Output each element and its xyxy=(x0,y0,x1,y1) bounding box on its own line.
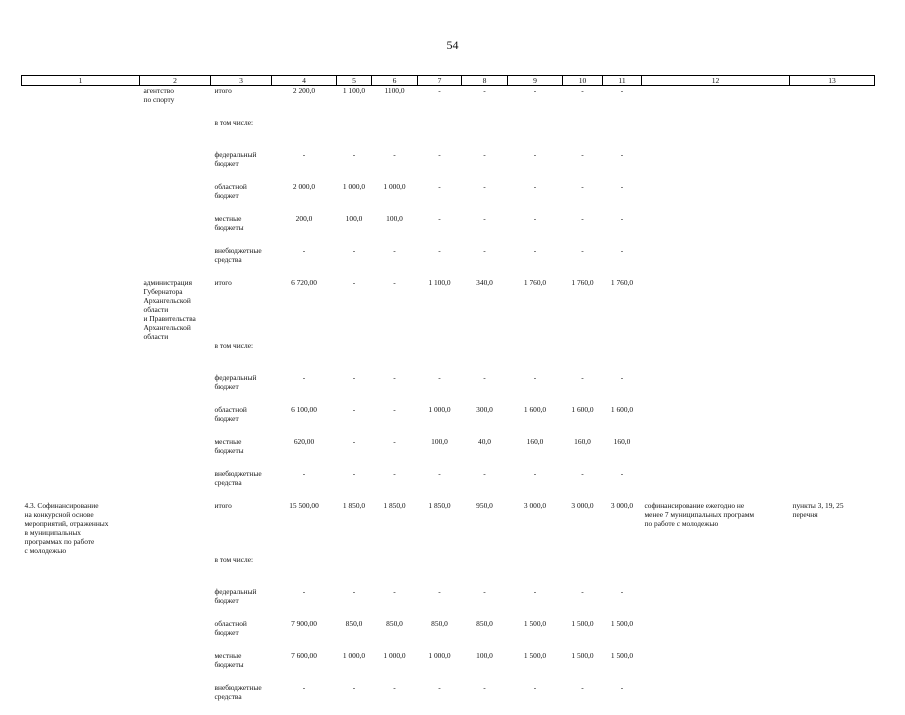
cell-y2014: - xyxy=(352,405,356,414)
cell-event xyxy=(22,619,140,651)
cell-source: внебюджетные средства xyxy=(214,469,262,487)
cell-y2018: 1 600,0 xyxy=(523,405,547,414)
cell-executor xyxy=(140,214,211,246)
cell-source: областной бюджет xyxy=(214,619,247,637)
table-row xyxy=(22,437,875,469)
cell-total xyxy=(272,118,337,150)
cell-total: 620,00 xyxy=(293,437,315,446)
cell-y2018 xyxy=(508,341,563,373)
cell-event xyxy=(22,118,140,150)
cell-source: местные бюджеты xyxy=(214,214,244,232)
cell-event xyxy=(22,683,140,715)
cell-event xyxy=(22,469,140,501)
cell-link: пункты 3, 19, 25 перечня xyxy=(792,501,844,519)
budget-table xyxy=(21,75,875,715)
table-row xyxy=(22,619,875,651)
cell-y2020: 160,0 xyxy=(613,437,631,446)
cell-y2018: 1 500,0 xyxy=(523,651,547,660)
cell-indicator xyxy=(642,405,790,437)
cell-y2018: - xyxy=(533,246,537,255)
cell-indicator xyxy=(642,182,790,214)
cell-y2020 xyxy=(603,341,642,373)
cell-y2019: - xyxy=(581,469,584,478)
cell-y2015: - xyxy=(393,437,396,446)
page-number: 54 xyxy=(446,38,459,52)
cell-y2017 xyxy=(462,118,508,150)
cell-executor xyxy=(140,405,211,437)
table-row xyxy=(22,182,875,214)
cell-y2018: - xyxy=(533,86,537,95)
cell-executor xyxy=(140,587,211,619)
column-header-7: 7 xyxy=(418,76,462,86)
cell-source: итого xyxy=(214,501,232,510)
cell-indicator xyxy=(642,246,790,278)
cell-source: федеральный бюджет xyxy=(214,587,257,605)
cell-y2014: 1 850,0 xyxy=(342,501,366,510)
cell-y2016: - xyxy=(438,373,441,382)
cell-y2019: - xyxy=(581,182,584,191)
table-header-row xyxy=(22,76,875,86)
cell-executor xyxy=(140,555,211,587)
cell-total: 7 600,00 xyxy=(291,651,317,660)
cell-indicator xyxy=(642,118,790,150)
cell-indicator xyxy=(642,555,790,587)
cell-y2020: - xyxy=(620,86,624,95)
cell-indicator xyxy=(642,341,790,373)
cell-y2016: - xyxy=(438,246,441,255)
cell-y2018: 160,0 xyxy=(526,437,544,446)
cell-y2014 xyxy=(337,118,372,150)
cell-y2017: - xyxy=(483,246,486,255)
cell-y2017: 340,0 xyxy=(476,278,493,287)
cell-y2014: 1 100,0 xyxy=(342,86,366,95)
cell-y2020: - xyxy=(620,469,624,478)
cell-source: федеральный бюджет xyxy=(214,150,257,168)
cell-event xyxy=(22,86,140,119)
cell-y2018: - xyxy=(533,150,537,159)
cell-y2015: 1 000,0 xyxy=(383,651,406,660)
cell-y2014: - xyxy=(352,469,356,478)
cell-y2020: - xyxy=(620,150,624,159)
cell-event xyxy=(22,587,140,619)
cell-indicator xyxy=(642,214,790,246)
column-header-1: 1 xyxy=(22,76,140,86)
cell-y2014 xyxy=(337,555,372,587)
cell-y2017: - xyxy=(483,182,486,191)
cell-link xyxy=(790,118,875,150)
cell-total: - xyxy=(302,469,306,478)
cell-y2016: - xyxy=(438,587,441,596)
cell-total: - xyxy=(302,587,306,596)
column-header-11: 11 xyxy=(603,76,642,86)
cell-source: федеральный бюджет xyxy=(214,373,257,391)
cell-y2020: - xyxy=(620,182,624,191)
column-header-2: 2 xyxy=(140,76,211,86)
cell-link xyxy=(790,278,875,341)
cell-y2019: - xyxy=(581,86,584,95)
cell-y2019: 1 500,0 xyxy=(571,619,594,628)
column-header-9: 9 xyxy=(508,76,563,86)
cell-source: местные бюджеты xyxy=(214,651,244,669)
cell-link xyxy=(790,214,875,246)
table-row xyxy=(22,150,875,182)
cell-y2014: - xyxy=(352,246,356,255)
cell-total: 200,0 xyxy=(295,214,313,223)
cell-y2016: 850,0 xyxy=(431,619,448,628)
cell-executor: агентство по спорту xyxy=(143,86,175,104)
cell-event xyxy=(22,555,140,587)
cell-link xyxy=(790,150,875,182)
cell-executor: администрация Губернатора Архангельской области и Правительства Архангельской области xyxy=(143,278,196,341)
cell-executor xyxy=(140,651,211,683)
cell-executor xyxy=(140,469,211,501)
table-row xyxy=(22,341,875,373)
cell-y2016 xyxy=(418,118,462,150)
column-header-5: 5 xyxy=(337,76,372,86)
cell-link xyxy=(790,587,875,619)
cell-event xyxy=(22,150,140,182)
cell-source: местные бюджеты xyxy=(214,437,244,455)
cell-indicator xyxy=(642,150,790,182)
cell-indicator: софинансирование ежегодно не менее 7 муниципальных программ по работе с молодежью xyxy=(644,501,755,528)
cell-y2016: - xyxy=(438,182,441,191)
cell-y2017: - xyxy=(483,683,486,692)
cell-y2014: - xyxy=(352,683,356,692)
cell-indicator xyxy=(642,651,790,683)
cell-source: в том числе: xyxy=(214,118,254,127)
cell-y2020: 1 760,0 xyxy=(610,278,634,287)
cell-event xyxy=(22,182,140,214)
cell-y2020: 1 600,0 xyxy=(610,405,634,414)
cell-y2017: 40,0 xyxy=(478,437,491,446)
column-header-4: 4 xyxy=(272,76,337,86)
cell-y2017: 100,0 xyxy=(476,651,493,660)
cell-event xyxy=(22,405,140,437)
cell-y2015: - xyxy=(393,587,396,596)
cell-indicator xyxy=(642,587,790,619)
cell-source: внебюджетные средства xyxy=(214,683,262,701)
cell-y2017: - xyxy=(483,150,486,159)
cell-event xyxy=(22,246,140,278)
cell-executor xyxy=(140,341,211,373)
cell-y2015 xyxy=(372,555,418,587)
cell-link xyxy=(790,182,875,214)
cell-y2017: 300,0 xyxy=(476,405,493,414)
cell-y2020: 1 500,0 xyxy=(610,651,634,660)
cell-executor xyxy=(140,619,211,651)
cell-y2017 xyxy=(462,555,508,587)
cell-total: - xyxy=(302,373,306,382)
cell-y2014: - xyxy=(352,437,356,446)
column-header-8: 8 xyxy=(462,76,508,86)
cell-total: - xyxy=(302,150,306,159)
cell-indicator xyxy=(642,373,790,405)
cell-y2019: - xyxy=(581,214,584,223)
cell-y2016: - xyxy=(438,683,441,692)
cell-y2020 xyxy=(603,555,642,587)
table-row xyxy=(22,278,875,341)
cell-y2015: 1100,0 xyxy=(384,86,405,95)
cell-y2020: 3 000,0 xyxy=(610,501,634,510)
cell-link xyxy=(790,86,875,119)
cell-y2019 xyxy=(563,341,603,373)
cell-total: 2 200,0 xyxy=(292,86,316,95)
cell-y2019: - xyxy=(581,373,584,382)
cell-link xyxy=(790,246,875,278)
cell-y2018: - xyxy=(533,182,537,191)
cell-event xyxy=(22,214,140,246)
cell-y2017: - xyxy=(483,587,486,596)
cell-event xyxy=(22,651,140,683)
cell-link xyxy=(790,437,875,469)
cell-source: в том числе: xyxy=(214,341,254,350)
cell-y2020 xyxy=(603,118,642,150)
cell-y2016: - xyxy=(438,86,441,95)
column-header-10: 10 xyxy=(563,76,603,86)
cell-y2020: - xyxy=(620,246,624,255)
cell-indicator xyxy=(642,619,790,651)
cell-source: итого xyxy=(214,278,232,287)
cell-y2020: - xyxy=(620,214,624,223)
cell-source: областной бюджет xyxy=(214,405,247,423)
cell-y2015: - xyxy=(393,373,396,382)
table-row xyxy=(22,118,875,150)
cell-link xyxy=(790,651,875,683)
cell-y2020: 1 500,0 xyxy=(610,619,634,628)
cell-y2014: 1 000,0 xyxy=(342,182,366,191)
cell-y2015: 1 850,0 xyxy=(383,501,406,510)
cell-total: - xyxy=(302,246,306,255)
table-row xyxy=(22,651,875,683)
cell-y2018: 3 000,0 xyxy=(523,501,547,510)
cell-executor xyxy=(140,150,211,182)
cell-y2019 xyxy=(563,555,603,587)
column-header-13: 13 xyxy=(790,76,875,86)
table-row xyxy=(22,246,875,278)
cell-y2019: 3 000,0 xyxy=(571,501,594,510)
cell-y2019: - xyxy=(581,150,584,159)
column-header-6: 6 xyxy=(372,76,418,86)
cell-y2016: - xyxy=(438,469,441,478)
column-header-3: 3 xyxy=(211,76,272,86)
cell-y2017: 950,0 xyxy=(476,501,493,510)
cell-y2017: - xyxy=(483,214,486,223)
cell-total: 2 000,0 xyxy=(292,182,316,191)
cell-y2019: - xyxy=(581,683,584,692)
cell-y2016: 100,0 xyxy=(431,437,448,446)
cell-y2015: - xyxy=(393,246,396,255)
cell-y2014: - xyxy=(352,278,356,287)
table-row xyxy=(22,555,875,587)
table-row xyxy=(22,214,875,246)
cell-y2018: - xyxy=(533,587,537,596)
cell-y2018: - xyxy=(533,214,537,223)
cell-event xyxy=(22,373,140,405)
cell-total: 7 900,00 xyxy=(291,619,317,628)
cell-y2015: - xyxy=(393,469,396,478)
cell-executor xyxy=(140,246,211,278)
cell-y2019: 160,0 xyxy=(574,437,591,446)
cell-executor xyxy=(140,118,211,150)
table-row xyxy=(22,373,875,405)
cell-y2017: - xyxy=(483,469,486,478)
cell-y2016: 1 100,0 xyxy=(428,278,451,287)
table-row xyxy=(22,469,875,501)
cell-executor xyxy=(140,683,211,715)
cell-total xyxy=(272,341,337,373)
cell-source: областной бюджет xyxy=(214,182,247,200)
table-row xyxy=(22,86,875,119)
cell-y2016: 1 000,0 xyxy=(428,651,451,660)
cell-total: 6 100,00 xyxy=(291,405,317,414)
cell-y2016: 1 850,0 xyxy=(428,501,451,510)
cell-executor xyxy=(140,182,211,214)
cell-y2019: 1 760,0 xyxy=(571,278,594,287)
cell-y2017: 850,0 xyxy=(476,619,493,628)
cell-y2016: - xyxy=(438,214,441,223)
cell-y2018: 1 500,0 xyxy=(523,619,547,628)
cell-y2018: - xyxy=(533,469,537,478)
cell-y2020: - xyxy=(620,373,624,382)
table-row xyxy=(22,405,875,437)
column-header-12: 12 xyxy=(642,76,790,86)
cell-source: итого xyxy=(214,86,232,95)
cell-y2015: 100,0 xyxy=(386,214,403,223)
cell-y2014 xyxy=(337,341,372,373)
cell-total xyxy=(272,555,337,587)
cell-indicator xyxy=(642,469,790,501)
cell-y2014: 850,0 xyxy=(345,619,363,628)
cell-y2014: - xyxy=(352,373,356,382)
cell-executor xyxy=(140,501,211,555)
cell-link xyxy=(790,683,875,715)
cell-link xyxy=(790,469,875,501)
table-row xyxy=(22,501,875,555)
cell-y2019: 1 600,0 xyxy=(571,405,594,414)
cell-y2018: - xyxy=(533,683,537,692)
cell-y2014: 100,0 xyxy=(345,214,363,223)
cell-link xyxy=(790,619,875,651)
cell-y2015: - xyxy=(393,150,396,159)
cell-y2016: - xyxy=(438,150,441,159)
cell-y2016 xyxy=(418,555,462,587)
cell-y2016: 1 000,0 xyxy=(428,405,451,414)
cell-y2019 xyxy=(563,118,603,150)
cell-event xyxy=(22,437,140,469)
cell-y2015: - xyxy=(393,278,396,287)
cell-y2017: - xyxy=(483,373,486,382)
cell-y2015: 1 000,0 xyxy=(383,182,406,191)
cell-link xyxy=(790,405,875,437)
cell-y2014: 1 000,0 xyxy=(342,651,366,660)
cell-y2018: 1 760,0 xyxy=(523,278,547,287)
cell-y2015 xyxy=(372,118,418,150)
cell-executor xyxy=(140,437,211,469)
cell-y2017: - xyxy=(483,86,486,95)
cell-source: в том числе: xyxy=(214,555,254,564)
table-row xyxy=(22,683,875,715)
cell-y2020: - xyxy=(620,683,624,692)
cell-y2019: 1 500,0 xyxy=(571,651,594,660)
cell-y2020: - xyxy=(620,587,624,596)
cell-indicator xyxy=(642,437,790,469)
cell-y2015: - xyxy=(393,405,396,414)
cell-y2014: - xyxy=(352,587,356,596)
cell-y2014: - xyxy=(352,150,356,159)
cell-link xyxy=(790,373,875,405)
cell-y2017 xyxy=(462,341,508,373)
cell-indicator xyxy=(642,278,790,341)
cell-y2019: - xyxy=(581,246,584,255)
cell-total: 15 500,00 xyxy=(289,501,319,510)
cell-event xyxy=(22,278,140,341)
cell-event: 4.3. Софинансирование на конкурсной основе мероприятий, отраженных в муниципальных программах по работе с молодежью xyxy=(24,501,109,555)
cell-y2016 xyxy=(418,341,462,373)
cell-y2018 xyxy=(508,118,563,150)
cell-y2018: - xyxy=(533,373,537,382)
cell-y2015 xyxy=(372,341,418,373)
cell-y2015: - xyxy=(393,683,396,692)
cell-indicator xyxy=(642,683,790,715)
cell-y2018 xyxy=(508,555,563,587)
cell-y2019: - xyxy=(581,587,584,596)
cell-y2015: 850,0 xyxy=(386,619,403,628)
cell-source: внебюджетные средства xyxy=(214,246,262,264)
cell-total: - xyxy=(302,683,306,692)
cell-event xyxy=(22,341,140,373)
cell-total: 6 720,00 xyxy=(291,278,317,287)
cell-link xyxy=(790,555,875,587)
cell-link xyxy=(790,341,875,373)
table-row xyxy=(22,587,875,619)
cell-indicator xyxy=(642,86,790,119)
cell-executor xyxy=(140,373,211,405)
